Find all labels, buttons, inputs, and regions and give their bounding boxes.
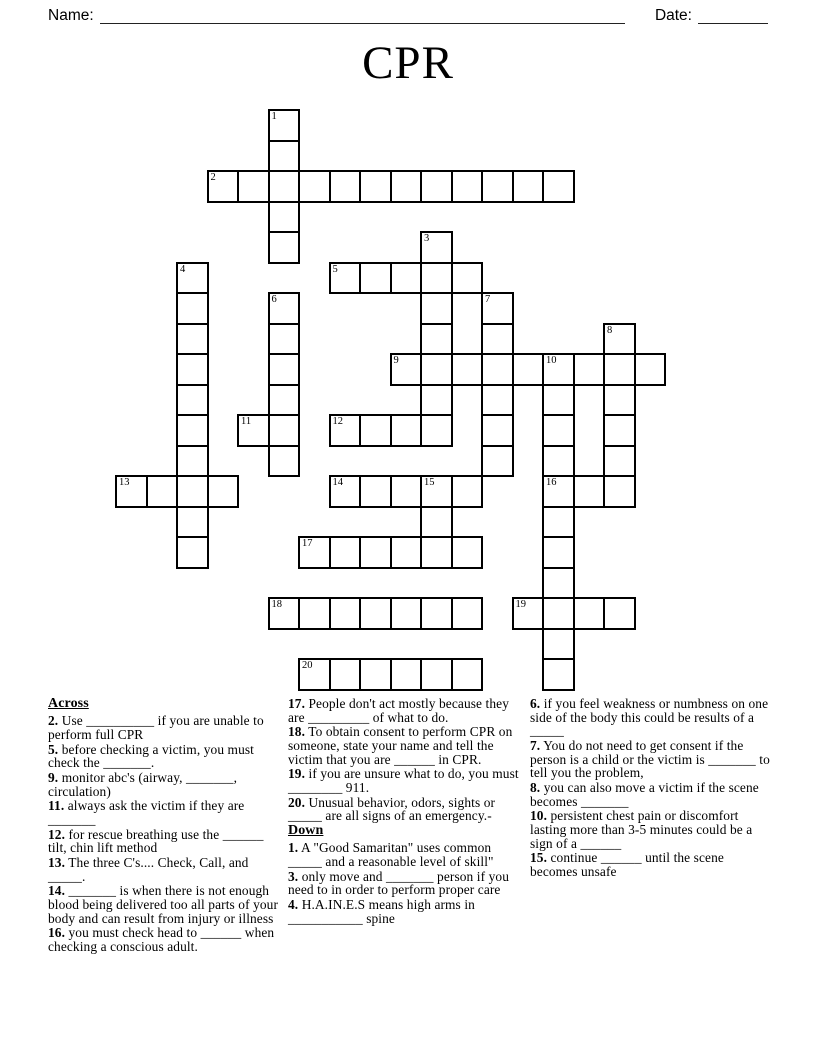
clue-item-across-17: 17. People don't act mostly because they are _________ of what to do. [288,696,509,725]
grid-cell[interactable] [176,445,209,478]
clue-item-down-3: 3. only move and _______ person if you need to in order to perform proper care [288,868,510,898]
grid-cell[interactable] [481,292,514,325]
grid-cell[interactable] [542,353,575,386]
clue-item-down-1: 1. A "Good Samaritan" uses common _____ and a reasonable level of skill" [288,840,494,869]
grid-cell[interactable] [237,170,270,203]
clue-number: 13. [48,854,66,870]
grid-cell[interactable] [390,170,423,203]
clue-number: 4. [288,897,299,912]
grid-cell[interactable] [329,475,362,508]
grid-cell[interactable] [329,170,362,203]
cell-number: 16 [546,477,557,488]
cell-number: 15 [424,477,435,488]
grid-cell[interactable] [542,628,575,661]
grid-cell[interactable] [359,597,392,630]
grid-cell[interactable] [420,414,453,447]
grid-cell[interactable] [359,658,392,691]
grid-cell[interactable] [268,353,301,386]
grid-cell[interactable] [329,536,362,569]
clue-number: 19. [288,766,306,782]
grid-cell[interactable] [298,597,331,630]
clue-item-across-2: 2. Use __________ if you are unable to perform full CPR [48,713,264,742]
grid-cell[interactable] [420,353,453,386]
grid-cell[interactable] [481,323,514,356]
across-header: Across [48,696,89,711]
grid-cell[interactable] [390,353,423,386]
clue-item-across-5: 5. before checking a victim, you must check the _______. [48,741,254,771]
grid-cell[interactable] [176,536,209,569]
grid-cell[interactable] [359,170,392,203]
grid-cell[interactable] [420,384,453,417]
cell-number: 17 [302,538,313,549]
grid-cell[interactable] [390,536,423,569]
clue-item-across-14: 14. _______ is when there is not enough blood being delivered too all parts of your body and can result from injury or illness [48,883,279,926]
page-header [48,6,768,24]
grid-cell[interactable] [359,414,392,447]
cell-number: 10 [546,355,557,366]
grid-cell[interactable] [268,170,301,203]
clue-item-across-12: 12. for rescue breathing use the ______ tilt, chin lift method [48,826,264,856]
cell-number: 2 [210,172,216,183]
grid-cell[interactable] [542,597,575,630]
clue-number: 18. [288,724,306,740]
grid-cell[interactable] [451,658,484,691]
clue-column-right [530,697,774,880]
grid-cell[interactable] [481,414,514,447]
clue-number: 10. [530,808,548,824]
clue-item-down-4: 4. H.A.IN.E.S means high arms in ___________ spine [288,897,475,926]
grid-cell[interactable] [390,597,423,630]
grid-cell[interactable] [329,597,362,630]
grid-cell[interactable] [603,353,636,386]
grid-cell[interactable] [481,445,514,478]
cell-number: 13 [119,477,130,488]
grid-cell[interactable] [542,506,575,539]
page-title: CPR [362,37,454,89]
grid-cell[interactable] [115,475,148,508]
cell-number: 7 [485,294,491,305]
grid-cell[interactable] [207,475,240,508]
clue-item-across-9: 9. monitor abc's (airway, _______, circulation) [48,769,238,799]
cell-number: 19 [515,599,526,610]
down-header: Down [288,823,324,839]
clue-item-across-16: 16. you must check head to ______ when checking a conscious adult. [48,925,275,955]
grid-cell[interactable] [420,262,453,295]
clue-number: 3. [288,868,299,884]
grid-cell[interactable] [176,506,209,539]
grid-cell[interactable] [420,170,453,203]
grid-cell[interactable] [390,475,423,508]
clue-number: 15. [530,850,548,866]
clue-item-down-6: 6. if you feel weakness or numbness on one side of the body this could be results of a _____ [530,696,769,739]
grid-cell[interactable] [268,201,301,234]
grid-cell[interactable] [481,170,514,203]
grid-cell[interactable] [542,658,575,691]
grid-cell[interactable] [481,384,514,417]
clue-number: 12. [48,826,66,842]
clue-item-down-7: 7. You do not need to get consent if the person is a child or the victim is _______ to tell you the problem, [530,738,770,781]
date-label: Date: [654,6,692,24]
grid-cell[interactable] [207,170,240,203]
grid-cell[interactable] [542,475,575,508]
grid-cell[interactable] [603,597,636,630]
grid-cell[interactable] [512,353,545,386]
grid-cell[interactable] [268,597,301,630]
grid-cell[interactable] [176,475,209,508]
clue-number: 11. [48,798,65,814]
grid-cell[interactable] [451,262,484,295]
grid-cell[interactable] [420,536,453,569]
grid-cell[interactable] [634,353,667,386]
name-fill-line[interactable] [100,6,625,24]
grid-cell[interactable] [268,445,301,478]
grid-cell[interactable] [268,414,301,447]
grid-cell[interactable] [146,475,179,508]
grid-cell[interactable] [390,414,423,447]
cell-number: 12 [332,416,343,427]
grid-cell[interactable] [359,475,392,508]
grid-cell[interactable] [512,597,545,630]
cell-number: 3 [424,233,430,244]
clue-number: 14. [48,883,66,899]
grid-cell[interactable] [359,262,392,295]
grid-cell[interactable] [420,231,453,264]
grid-cell[interactable] [420,292,453,325]
clue-number: 9. [48,769,59,785]
grid-cell[interactable] [542,536,575,569]
clue-item-down-15: 15. continue ______ until the scene becomes unsafe [530,850,724,880]
grid-cell[interactable] [329,658,362,691]
grid-cell[interactable] [176,414,209,447]
grid-cell[interactable] [268,140,301,173]
grid-cell[interactable] [298,536,331,569]
clue-item-across-11: 11. always ask the victim if they are _______ [48,798,245,827]
cell-number: 1 [271,111,277,122]
grid-cell[interactable] [603,323,636,356]
grid-cell[interactable] [512,170,545,203]
cell-number: 20 [302,660,313,671]
grid-cell[interactable] [420,658,453,691]
grid-cell[interactable] [329,262,362,295]
grid-cell[interactable] [176,262,209,295]
name-label: Name: [48,6,94,24]
cell-number: 11 [241,416,252,427]
grid-cell[interactable] [451,353,484,386]
grid-cell[interactable] [481,353,514,386]
grid-cell[interactable] [420,475,453,508]
cell-number: 5 [332,263,338,275]
grid-cell[interactable] [268,231,301,264]
grid-cell[interactable] [176,323,209,356]
grid-cell[interactable] [603,384,636,417]
clue-number: 8. [530,780,541,796]
grid-cell[interactable] [420,506,453,539]
cell-number: 14 [332,477,343,488]
cell-number: 18 [271,599,282,610]
clue-column-left [48,697,284,955]
clue-item-down-10: 10. persistent chest pain or discomfort lasting more than 3-5 minutes could be a sign of a ______ [530,808,753,851]
date-fill-line[interactable] [698,6,768,24]
grid-cell[interactable] [542,445,575,478]
grid-cell[interactable] [268,323,301,356]
grid-cell[interactable] [542,170,575,203]
grid-cell[interactable] [390,658,423,691]
cell-number: 4 [180,263,186,275]
clue-number: 16. [48,925,66,941]
cell-number: 8 [607,324,613,336]
grid-cell[interactable] [603,475,636,508]
grid-cell[interactable] [420,323,453,356]
grid-cell[interactable] [451,475,484,508]
grid-cell[interactable] [451,536,484,569]
clue-item-across-13: 13. The three C's.... Check, Call, and _____. [48,854,249,884]
grid-cell[interactable] [573,475,606,508]
grid-cell[interactable] [298,658,331,691]
grid-cell[interactable] [359,536,392,569]
grid-cell[interactable] [176,384,209,417]
grid-cell[interactable] [603,445,636,478]
grid-cell[interactable] [176,353,209,386]
grid-cell[interactable] [542,567,575,600]
clue-number: 5. [48,741,59,757]
grid-cell[interactable] [176,292,209,325]
cell-number: 9 [393,355,399,366]
clue-item-across-18: 18. To obtain consent to perform CPR on someone, state your name and tell the victim that you are ______ in CPR. [288,724,513,767]
clue-item-across-19: 19. if you are unsure what to do, you must ________ 911. [288,766,519,796]
grid-cell[interactable] [451,597,484,630]
clue-column-middle [288,697,524,926]
grid-cell[interactable] [268,109,301,142]
clue-number: 20. [288,794,306,810]
clue-number: 7. [530,738,541,754]
crossword-grid [116,110,666,690]
grid-cell[interactable] [573,597,606,630]
grid-cell[interactable] [237,414,270,447]
grid-cell[interactable] [420,597,453,630]
cell-number: 6 [271,294,277,305]
clue-number: 2. [48,713,59,729]
grid-cell[interactable] [390,262,423,295]
grid-cell[interactable] [603,414,636,447]
grid-cell[interactable] [298,170,331,203]
clue-number: 1. [288,840,299,856]
grid-cell[interactable] [268,384,301,417]
grid-cell[interactable] [329,414,362,447]
clue-item-across-20: 20. Unusual behavior, odors, sights or _____ are all signs of an emergency.- [288,794,496,824]
grid-cell[interactable] [451,170,484,203]
clue-number: 17. [288,696,306,711]
grid-cell[interactable] [542,384,575,417]
clue-number: 6. [530,696,541,711]
grid-cell[interactable] [573,353,606,386]
grid-cell[interactable] [268,292,301,325]
grid-cell[interactable] [542,414,575,447]
clue-item-down-8: 8. you can also move a victim if the scene becomes _______ [530,780,759,809]
